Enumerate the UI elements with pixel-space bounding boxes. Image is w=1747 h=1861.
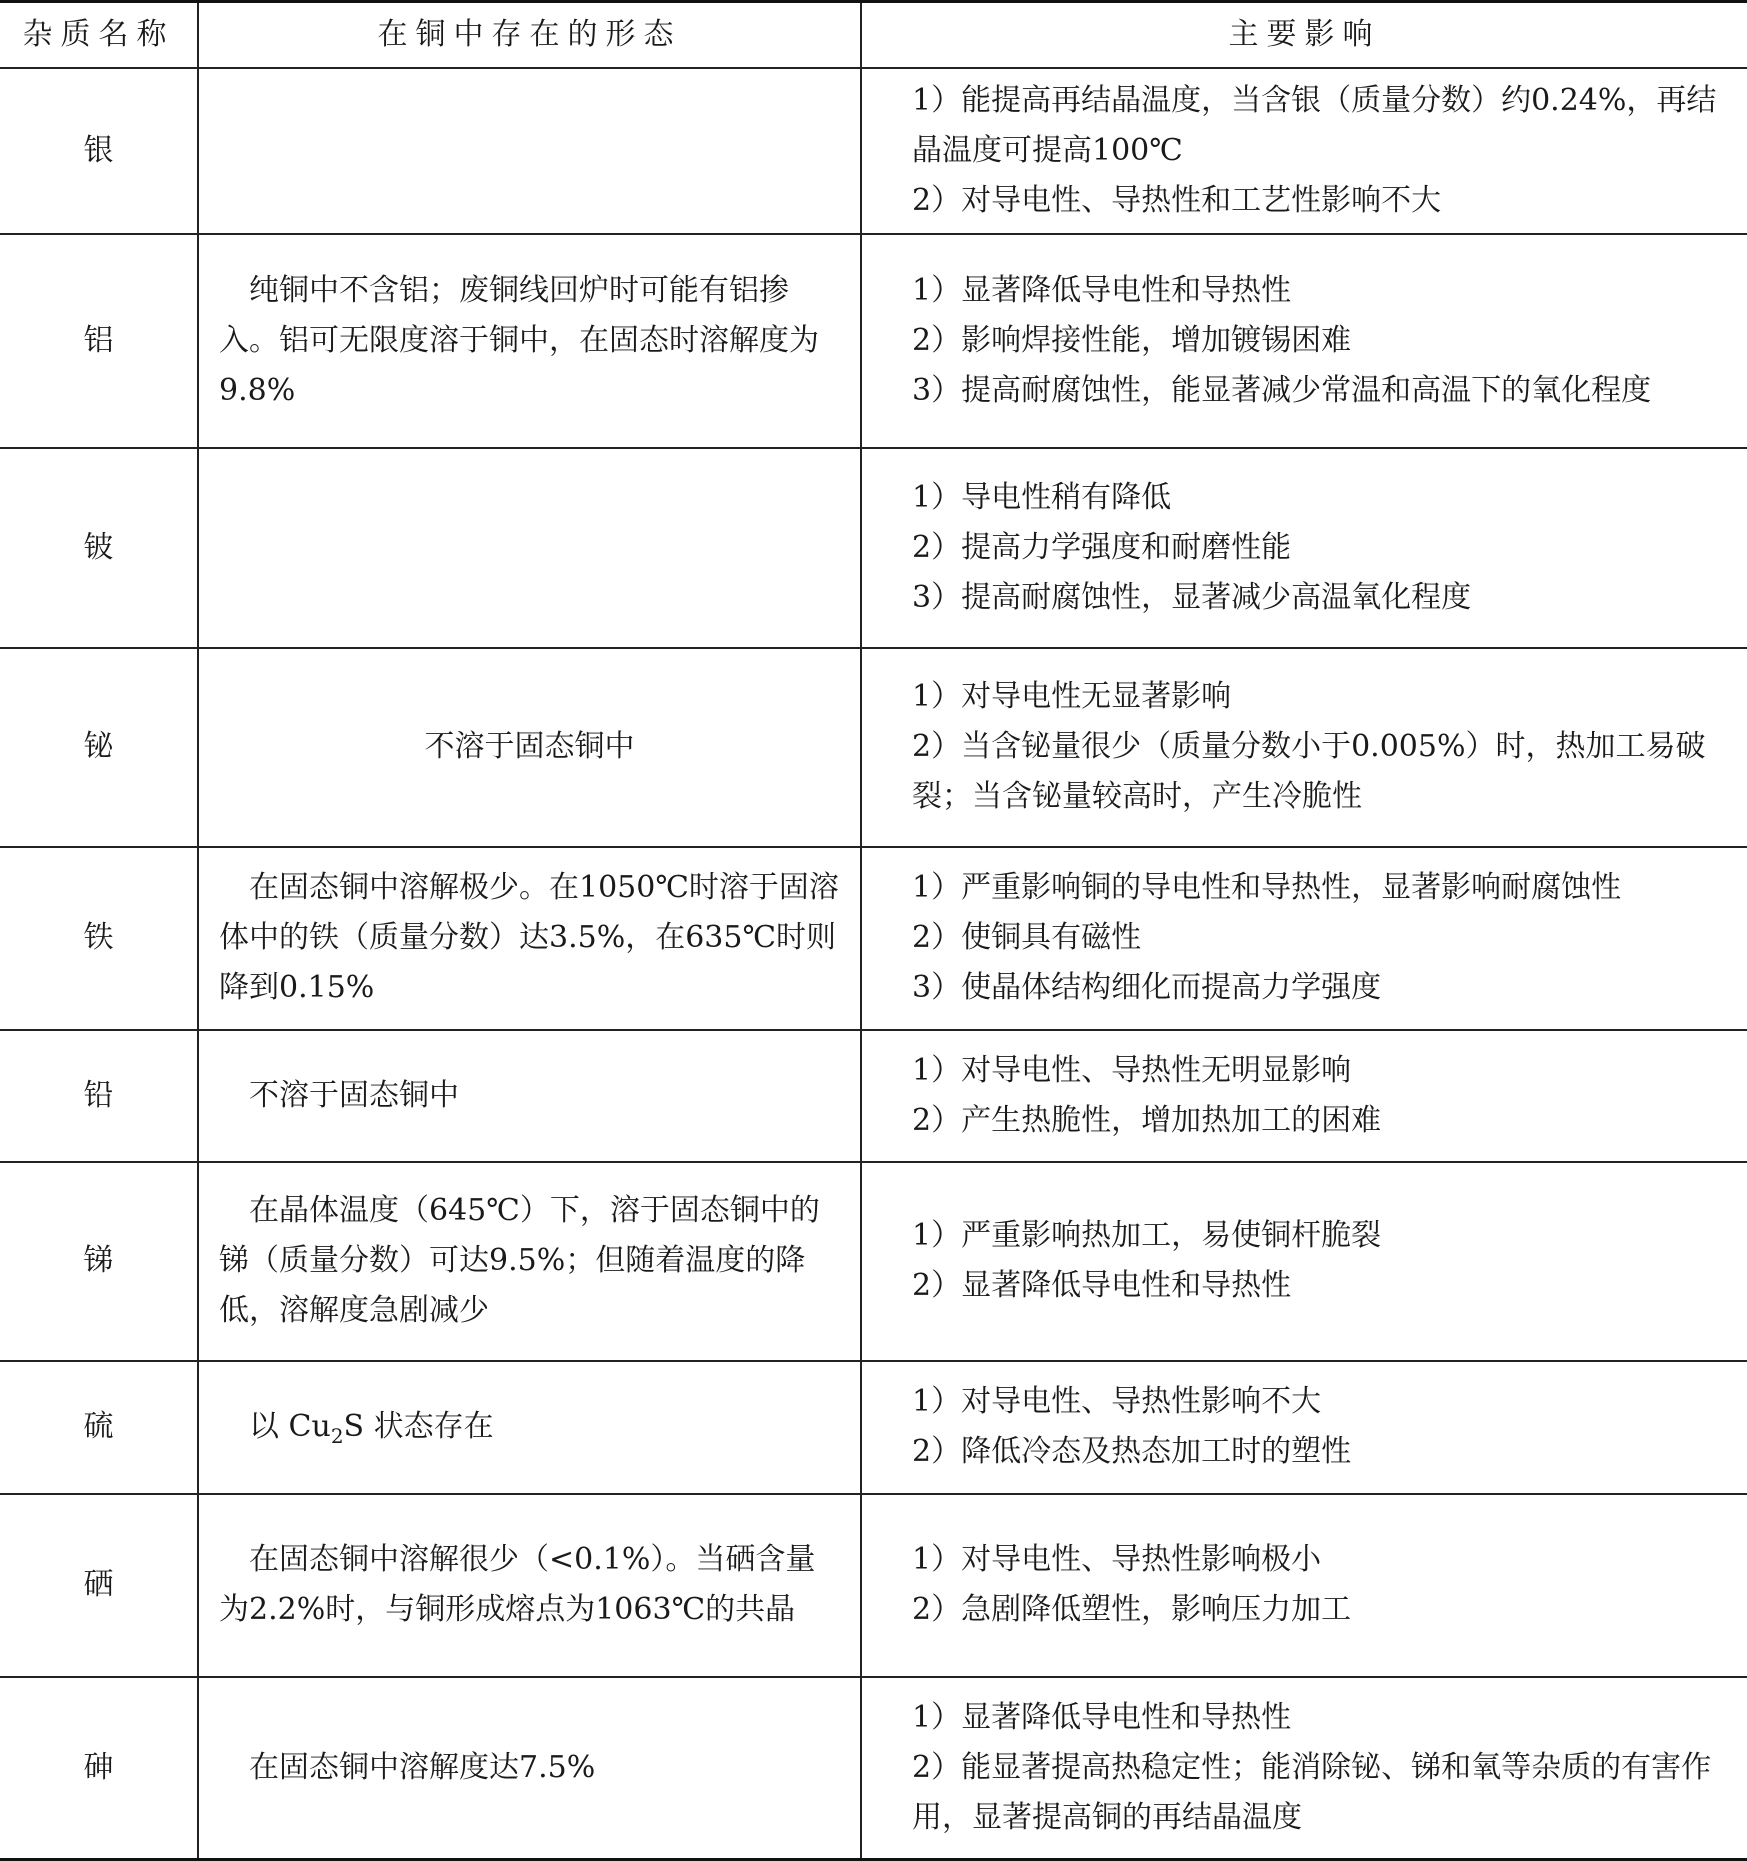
impurity-effects [861,1677,1747,1860]
effect-item: 2）对导电性、导热性和工艺性影响不大 [912,182,1442,218]
effect-item: 2）影响焊接性能，增加镀锡困难 [912,322,1352,358]
impurity-effects [861,1030,1747,1162]
table-row [0,847,1747,1030]
header-main-effects: 主要影响 [861,2,1747,68]
header-form-in-copper: 在铜中存在的形态 [198,2,861,68]
effect-item: 2）产生热脆性，增加热加工的困难 [912,1102,1382,1138]
impurity-name: 铋 [0,648,198,847]
impurity-effects [861,1494,1747,1677]
impurity-name: 锑 [0,1162,198,1361]
effect-item: 2）显著降低导电性和导热性 [912,1268,1292,1303]
impurity-name: 银 [0,68,198,234]
effect-item: 1）对导电性无显著影响 [912,679,1232,714]
effect-item: 2）能显著提高热稳定性；能消除铋、锑和氧等杂质的有害作用，显著提高铜的再结晶温度 [912,1749,1712,1835]
effect-item: 3）使晶体结构细化而提高力学强度 [912,970,1382,1005]
impurity-form [198,448,861,648]
impurity-form [198,1030,861,1162]
table-header-row [0,2,1747,68]
impurity-name: 硫 [0,1361,198,1494]
form-suffix: S 状态存在 [343,1409,494,1444]
effect-item: 1）严重影响热加工，易使铜杆脆裂 [912,1218,1382,1253]
impurity-name: 铍 [0,448,198,648]
effect-item: 1）对导电性、导热性无明显影响 [912,1052,1352,1088]
table-row [0,1494,1747,1677]
impurity-effects [861,1162,1747,1361]
effect-item: 1）严重影响铜的导电性和导热性，显著影响耐腐蚀性 [912,870,1622,905]
form-prefix: 以 Cu [249,1409,331,1444]
impurity-name: 铁 [0,847,198,1030]
impurity-form [198,847,861,1030]
impurity-effects [861,648,1747,847]
impurity-name: 硒 [0,1494,198,1677]
effect-item: 1）对导电性、导热性影响极小 [912,1542,1322,1577]
form-text: 不溶于固态铜中 [249,1077,459,1113]
form-text: 在固态铜中溶解度达7.5% [249,1749,596,1785]
table-row [0,1162,1747,1361]
impurity-name: 砷 [0,1677,198,1860]
impurity-form [198,234,861,448]
effect-item: 1）显著降低导电性和导热性 [912,1699,1292,1735]
form-text [219,1402,840,1452]
table-row [0,234,1747,448]
effect-item: 2）急剧降低塑性，影响压力加工 [912,1592,1352,1627]
effect-item: 1）能提高再结晶温度，当含银（质量分数）约0.24%，再结晶温度可提高100℃ [912,82,1717,168]
impurity-name: 铅 [0,1030,198,1162]
effect-item: 2）当含铋量很少（质量分数小于0.005%）时，热加工易破裂；当含铋量较高时，产生冷脆性 [912,729,1706,814]
impurity-effects [861,1361,1747,1494]
header-impurity-name: 杂质名称 [0,2,198,68]
impurity-effects [861,847,1747,1030]
form-text: 在固态铜中溶解极少。在1050℃时溶于固溶体中的铁（质量分数）达3.5%，在635℃时则降到0.15% [219,870,839,1005]
effect-item: 1）导电性稍有降低 [912,479,1172,515]
form-text: 在晶体温度（645℃）下，溶于固态铜中的锑（质量分数）可达9.5%；但随着温度的降低，溶解度急剧减少 [219,1193,820,1328]
table-row [0,1677,1747,1860]
impurity-effects [861,68,1747,234]
impurity-form [198,1677,861,1860]
impurity-form [198,1162,861,1361]
form-text: 纯铜中不含铝；废铜线回炉时可能有铝掺入。铝可无限度溶于铜中，在固态时溶解度为9.8% [219,272,819,408]
impurity-form [198,1494,861,1677]
table-row [0,448,1747,648]
table-row [0,68,1747,234]
effect-item: 2）降低冷态及热态加工时的塑性 [912,1434,1352,1469]
impurity-form: 不溶于固态铜中 [198,648,861,847]
table-row [0,1361,1747,1494]
table-row [0,1030,1747,1162]
effect-item: 1）对导电性、导热性影响不大 [912,1384,1322,1419]
impurity-effects [861,234,1747,448]
form-text: 在固态铜中溶解很少（<0.1%）。当硒含量为2.2%时，与铜形成熔点为1063℃的共晶 [219,1542,816,1627]
effect-item: 2）使铜具有磁性 [912,920,1142,955]
effect-item: 2）提高力学强度和耐磨性能 [912,529,1292,565]
form-subscript: 2 [330,1424,344,1448]
effect-item: 1）显著降低导电性和导热性 [912,272,1292,308]
impurity-form [198,1361,861,1494]
table-row [0,648,1747,847]
impurity-effects [861,448,1747,648]
effect-item: 3）提高耐腐蚀性，显著减少高温氧化程度 [912,579,1472,615]
effect-item: 3）提高耐腐蚀性，能显著减少常温和高温下的氧化程度 [912,372,1652,408]
impurity-name: 铝 [0,234,198,448]
impurity-form [198,68,861,234]
